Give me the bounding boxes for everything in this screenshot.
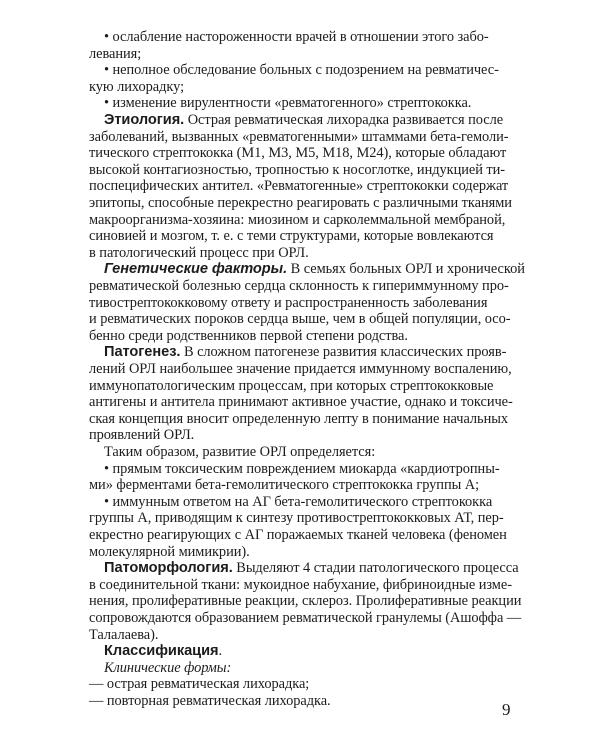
text-line: эпитопы, способные перекрестно реагировать с различными тканями [89,195,512,211]
text-line: ми» ферментами бета-гемолитического стрептококка группы А; [89,477,480,494]
heading-genetic-factors: Генетические факторы. [104,261,288,278]
text-line: Клинические формы: [104,659,232,676]
section-pathomorphology: Патоморфология. Выделяют 4 стадии патологического процесса [104,560,519,577]
text-line: антигены и антитела принимают активное участие, однако и токсиче- [89,394,513,411]
text-line: и ревматических пороков сердца выше, чем в общей популяции, осо- [89,311,511,328]
text-line: • иммунным ответом на АГ бета-гемолитического стрептококка [104,493,493,510]
text-line: высокой контагиозностью, тропностью к носоглотке, индукцией ти- [89,161,506,178]
text-line: Талалаева). [89,626,159,643]
text-line: бенно среди родственников первой степени родства. [89,327,408,344]
text-line: заболеваний, вызванных «ревматогенными» штаммами бета-гемоли- [89,128,509,145]
text-line: тического стрептококка (М1, М3, М5, М18, М24), которые обладают [89,145,507,162]
text-line: тивострептококковому ответу и распространенность заболевания [89,294,488,311]
text-line: в патологический процесс при ОРЛ. [89,244,309,261]
text-line: ская концепция вносит определенную лепту в понимание начальных [89,410,508,427]
section-classification: Классификация. [104,643,223,660]
text-line: лений ОРЛ наибольшее значение придается иммунному воспалению, [89,361,512,377]
list-item: — острая ревматическая лихорадка; [89,676,310,693]
heading-pathomorphology: Патоморфология. [104,560,233,577]
text-line: иммунопатологическим процессам, при которых стрептококковые [89,377,494,394]
text-line: • ослабление настороженности врачей в отношении этого забо- [104,29,489,45]
text-line: екрестно реагирующих с АГ поражаемых тканей человека (феномен [89,527,507,543]
text-line: макроорганизма-хозяина: миозином и сарколеммальной мембраной, [89,211,506,228]
heading-classification: Классификация [104,643,219,660]
text-line: синовией и мозгом, т. е. с теми структурами, которые вовлекаются [89,228,494,245]
text-line: • неполное обследование больных с подозрением на ревматичес- [104,62,499,79]
section-genetics: Генетические факторы. В семьях больных ОРЛ и хронической [104,261,525,278]
list-item: — повторная ревматическая лихорадка. [89,693,331,709]
text-line: • изменение вирулентности «ревматогенного» стрептококка. [104,95,472,112]
section-pathogenesis: Патогенез. В сложном патогенезе развития классических прояв- [104,344,507,361]
text-line: в соединительной ткани: мукоидное набухание, фибриноидные изме- [89,576,512,593]
text-line: сопровождаются образованием ревматической гранулемы (Ашоффа — [89,610,522,626]
text-line: проявлений ОРЛ. [89,427,195,444]
heading-pathogenesis: Патогенез. [104,344,181,361]
page-number: 9 [502,700,511,719]
section-etiology: Этиология. Острая ревматическая лихорадка развивается после [104,112,504,128]
text-line: нения, пролиферативные реакции, склероз. Пролиферативные реакции [89,593,522,610]
heading-etiology: Этиология. [104,112,185,128]
text-line: Таким образом, развитие ОРЛ определяется: [104,444,376,460]
text-line: левания; [89,45,142,62]
text-line: • прямым токсическим повреждением миокарда «кардиотропны- [104,460,500,477]
text-line: молекулярной мимикрии). [89,543,250,560]
text-line: ревматической болезнью сердца склонность к гипериммунному про- [89,278,509,294]
text-line: кую лихорадку; [89,78,185,95]
text-line: поспецифических антител. «Ревматогенные» стрептококки содержат [89,178,509,195]
text-line: группы А, приводящим к синтезу противострептококковых АТ, пер- [89,510,504,527]
